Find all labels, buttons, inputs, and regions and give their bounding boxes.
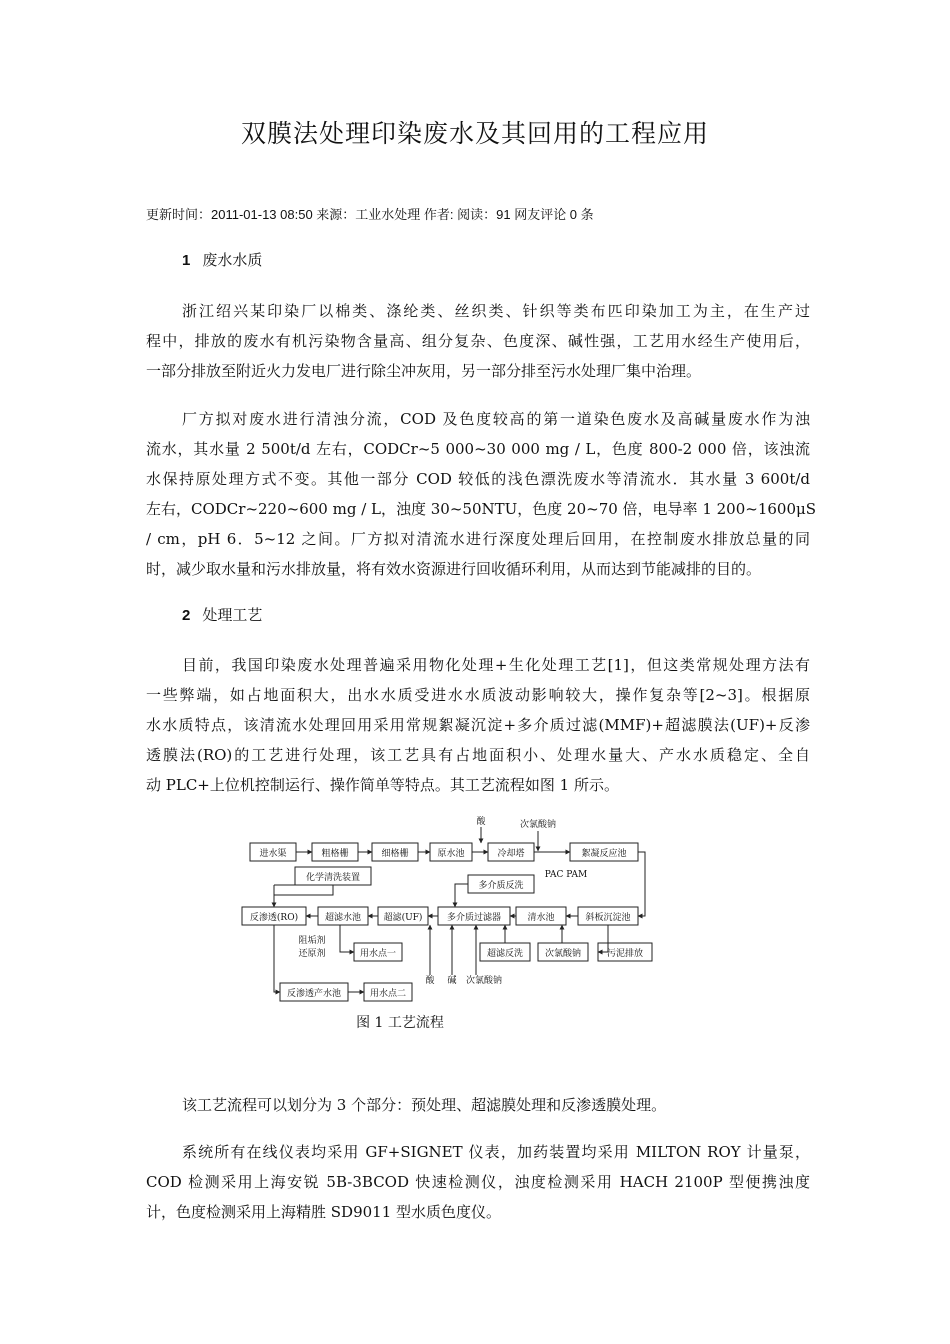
label-uf: 超滤(UF) <box>383 913 423 923</box>
paragraph-5 <box>146 1137 810 1227</box>
label-chem-clean: 化学清洗装置 <box>305 873 361 883</box>
article-meta: 更新时间：2011-01-13 08:50 来源：工业水处理 作者: 阅读：91 网友评论 0 条 <box>146 207 594 222</box>
label-raw: 原水池 <box>437 849 465 859</box>
paragraph-3 <box>146 650 810 800</box>
label-acid-bot: 酸 <box>425 976 435 986</box>
text-line: 一部分排放至附近火力发电厂进行除尘冲灰用，另一部分排至污水处理厂集中治理。 <box>146 362 702 380</box>
figure-caption: 图 1 工艺流程 <box>356 1015 444 1031</box>
label-uf-tank: 超滤水池 <box>324 913 362 923</box>
label-base-bot: 碱 <box>447 976 457 986</box>
section-title: 废水水质 <box>202 251 263 269</box>
paragraph-2 <box>146 404 817 584</box>
text-line: 水保持原处理方式不变。其他一部分 COD 较低的浅色漂洗废水等清流水．其水量 3 600t/d <box>146 470 810 488</box>
text-line: COD 检测采用上海安锐 5B-3BCOD 快速检测仪，浊度检测采用 HACH 2100P 型便携浊度 <box>146 1173 810 1191</box>
label-naclo-top: 次氯酸钠 <box>519 820 557 830</box>
label-ro: 反渗透(RO) <box>249 913 299 923</box>
text-line: 时，减少取水量和污水排放量，将有效水资源进行回收循环利用，从而达到节能减排的目的。 <box>146 560 762 578</box>
label-floc: 絮凝反应池 <box>581 849 627 859</box>
label-acid-top: 酸 <box>476 817 486 827</box>
text-line: 左右，CODCr~220~600 mg / L，浊度 30~50NTU，色度 20~70 倍，电导率 1 200~1600μS <box>146 500 817 518</box>
section-title: 处理工艺 <box>202 606 263 624</box>
text-line: 厂方拟对废水进行清浊分流，COD 及色度较高的第一道染色废水及高碱量废水作为浊 <box>182 410 810 428</box>
text-line: 流水，其水量 2 500t/d 左右，CODCr~5 000~30 000 mg / L，色度 800-2 000 倍，该浊流 <box>146 440 810 458</box>
paragraph-4 <box>146 1090 810 1120</box>
text-line: 透膜法(RO)的工艺进行处理，该工艺具有占地面积小、处理水量大、产水水质稳定、全自 <box>146 746 810 764</box>
text-line: 系统所有在线仪表均采用 GF+SIGNET 仪表，加药装置均采用 MILTON ROY 计量泵， <box>182 1143 810 1161</box>
label-ro-tank: 反渗透产水池 <box>286 989 342 999</box>
section-number: 2 <box>182 607 191 624</box>
label-clear: 清水池 <box>527 913 555 923</box>
text-line: 动 PLC+上位机控制运行、操作简单等特点。其工艺流程如图 1 所示。 <box>146 776 619 794</box>
section-heading-1 <box>182 249 262 270</box>
page-title: 双膜法处理印染废水及其回用的工程应用 <box>240 119 709 148</box>
label-inlet: 进水渠 <box>259 849 287 859</box>
label-mmf: 多介质过滤器 <box>446 913 502 923</box>
label-reduct: 还原剂 <box>298 949 326 959</box>
label-scale: 阻垢剂 <box>298 936 326 946</box>
label-point1: 用水点一 <box>359 949 397 959</box>
label-incline: 斜板沉淀池 <box>585 913 631 923</box>
label-fine: 细格栅 <box>381 849 409 859</box>
text-line: 计，色度检测采用上海精胜 SD9011 型水质色度仪。 <box>146 1203 502 1221</box>
text-line: 目前，我国印染废水处理普遍采用物化处理+生化处理工艺[1]，但这类常规处理方法有 <box>182 656 810 674</box>
text-line: 程中，排放的废水有机污染物含量高、组分复杂、色度深、碱性强，工艺用水经生产使用后， <box>146 332 810 350</box>
label-cool: 冷却塔 <box>497 849 525 859</box>
text-line: 浙江绍兴某印染厂以棉类、涤纶类、丝织类、针织等类布匹印染加工为主，在生产过 <box>182 302 810 320</box>
text-line: 水水质特点，该清流水处理回用采用常规絮凝沉淀+多介质过滤(MMF)+超滤膜法(UF)+反渗 <box>146 716 810 734</box>
label-mmf-back: 多介质反洗 <box>478 881 524 891</box>
label-naclo-box: 次氯酸钠 <box>544 949 582 959</box>
label-uf-back: 超滤反洗 <box>486 949 524 959</box>
text-line: 该工艺流程可以划分为 3 个部分：预处理、超滤膜处理和反渗透膜处理。 <box>182 1096 667 1114</box>
section-number: 1 <box>182 252 191 269</box>
label-naclo-bot: 次氯酸钠 <box>465 976 503 986</box>
paragraph-1 <box>146 296 810 386</box>
label-sludge: 污泥排放 <box>606 949 644 959</box>
label-coarse: 粗格栅 <box>321 849 349 859</box>
label-point2: 用水点二 <box>369 989 407 999</box>
section-heading-2 <box>182 604 262 625</box>
process-flow-diagram <box>240 815 660 1045</box>
text-line: / cm，pH 6．5~12 之间。厂方拟对清流水进行深度处理后回用，在控制废水排放总量的同 <box>146 530 810 548</box>
label-pac: PAC PAM <box>544 870 588 880</box>
text-line: 一些弊端，如占地面积大，出水水质受进水水质波动影响较大，操作复杂等[2~3]。根据原 <box>146 686 810 704</box>
